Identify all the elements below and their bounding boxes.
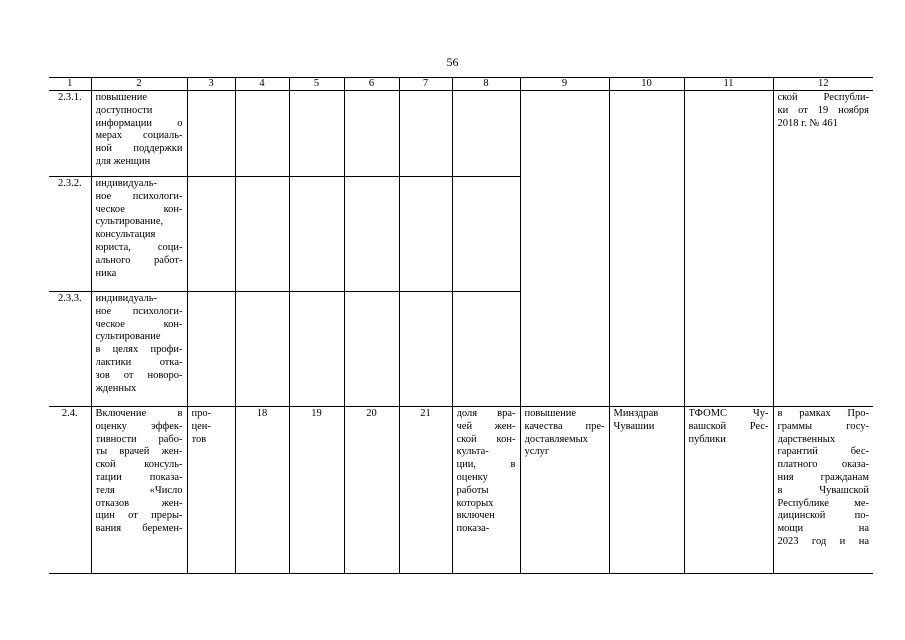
cell-text-line: Республике ме- [777, 497, 869, 509]
responsible-cell [609, 407, 684, 574]
row-number: 2.3.2. [49, 177, 91, 292]
cell-text-line: повышение [524, 408, 577, 419]
row-description [91, 177, 187, 292]
cell-text-line: мощи на [777, 523, 869, 535]
cell-text-line: для женщин [95, 155, 151, 167]
cell-text-line: в целях профи- [95, 344, 183, 356]
cell-text-line: 2023 год и на [777, 535, 869, 547]
row-number: 2.3.1. [49, 91, 91, 177]
cell-text-line: доставляемых [524, 433, 588, 445]
cell-text-line: дицинской по- [777, 510, 869, 522]
header-cell: 2 [91, 78, 187, 91]
header-cell: 4 [235, 78, 289, 91]
cell-text-line: тации показа- [95, 471, 183, 483]
cell-text-line: индивидуаль- [95, 178, 158, 189]
header-cell: 9 [520, 78, 609, 91]
empty-cell [187, 177, 235, 292]
value-2022: 20 [344, 407, 399, 574]
cell-text-line: оценку эффек- [95, 420, 183, 432]
empty-cell [187, 91, 235, 177]
empty-cell [399, 91, 452, 177]
cell-text-line: ное психологи- [95, 305, 183, 317]
cell-text-line: отказов жен- [95, 497, 183, 509]
empty-cell [452, 292, 520, 407]
cell-text-line: ника [95, 267, 117, 279]
cell-text-line: ческое кон- [95, 318, 183, 330]
cell-text-line: жденных [95, 382, 137, 394]
cell-text-line: платного оказа- [777, 459, 869, 471]
value-2023: 21 [399, 407, 452, 574]
cell-text-line: юриста, соци- [95, 241, 183, 253]
cell-text-line: Минздрав [613, 408, 659, 419]
cell-text-line: вашской Рес- [688, 420, 769, 432]
cell-text-line: показа- [456, 523, 490, 535]
row-number: 2.3.3. [49, 292, 91, 407]
cell-text-line: которых [456, 497, 494, 509]
result-cell [520, 407, 609, 574]
page-number: 56 [446, 55, 459, 69]
value-2020: 18 [235, 407, 289, 574]
empty-cell [235, 292, 289, 407]
cell-text-line: информации о [95, 117, 183, 129]
cell-text-line: 2018 г. № 461 [777, 117, 838, 129]
cell-text-line: про- [191, 408, 212, 419]
empty-merged-cell [609, 91, 684, 407]
cell-text-line: в Чувашской [777, 484, 869, 496]
table-row [49, 407, 873, 574]
cell-text-line: дарственных [777, 433, 836, 445]
cell-text-line: повышение [95, 92, 148, 103]
header-cell: 10 [609, 78, 684, 91]
cell-text-line: чей жен- [456, 420, 516, 432]
cell-text-line: ния гражданам [777, 471, 869, 483]
cell-text-line: услуг [524, 446, 550, 458]
empty-cell [344, 177, 399, 292]
empty-cell [452, 91, 520, 177]
empty-cell [344, 292, 399, 407]
cell-text-line: щин от преры- [95, 510, 183, 522]
cell-text-line: ального работ- [95, 254, 183, 266]
row-description [91, 292, 187, 407]
empty-cell [187, 292, 235, 407]
cell-text-line: теля «Число [95, 484, 183, 496]
co-executor-cell [684, 407, 773, 574]
empty-cell [344, 91, 399, 177]
cell-text-line: цен- [191, 420, 211, 432]
empty-cell [289, 292, 344, 407]
cell-text-line: граммы госу- [777, 420, 869, 432]
unit-cell [187, 407, 235, 574]
cell-text-line: ской Республи- [777, 92, 869, 103]
legal-basis-cell [773, 407, 873, 574]
cell-text-line: культа- [456, 446, 489, 458]
empty-merged-cell [520, 91, 609, 407]
empty-cell [452, 177, 520, 292]
cell-text-line: тивности рабо- [95, 433, 183, 445]
legal-basis-cell [773, 91, 873, 407]
empty-cell [235, 91, 289, 177]
row-number: 2.4. [49, 407, 91, 574]
cell-text-line: мерах социаль- [95, 130, 183, 142]
header-cell: 7 [399, 78, 452, 91]
indicator-cell [452, 407, 520, 574]
cell-text-line: ции, в [456, 459, 516, 471]
table-row [49, 91, 873, 177]
cell-text-line: ты врачей жен- [95, 446, 183, 458]
cell-text-line: ской кон- [456, 433, 516, 445]
cell-text-line: Чувашии [613, 420, 655, 432]
header-cell: 3 [187, 78, 235, 91]
empty-cell [399, 292, 452, 407]
empty-merged-cell [684, 91, 773, 407]
cell-text-line: доля вра- [456, 408, 516, 419]
cell-text-line: зов от новоро- [95, 369, 183, 381]
header-row [49, 78, 873, 91]
program-table [49, 77, 873, 574]
header-cell: 6 [344, 78, 399, 91]
cell-text-line: ной поддержки [95, 143, 183, 155]
header-cell: 8 [452, 78, 520, 91]
header-cell: 5 [289, 78, 344, 91]
empty-cell [289, 177, 344, 292]
empty-cell [235, 177, 289, 292]
cell-text-line: качества пре- [524, 420, 605, 432]
header-cell: 11 [684, 78, 773, 91]
value-2021: 19 [289, 407, 344, 574]
cell-text-line: лактики отка- [95, 356, 183, 368]
cell-text-line: работы [456, 484, 489, 496]
cell-text-line: гарантий бес- [777, 446, 869, 458]
cell-text-line: включен [456, 510, 495, 522]
cell-text-line: оценку [456, 471, 488, 483]
cell-text-line: публики [688, 433, 726, 445]
cell-text-line: тов [191, 433, 207, 445]
cell-text-line: сультирование [95, 331, 161, 343]
row-description [91, 407, 187, 574]
cell-text-line: ской консуль- [95, 459, 183, 471]
empty-cell [399, 177, 452, 292]
cell-text-line: ки от 19 ноября [777, 104, 869, 116]
cell-text-line: индивидуаль- [95, 293, 158, 304]
cell-text-line: ческое кон- [95, 203, 183, 215]
header-cell: 1 [49, 78, 91, 91]
cell-text-line: в рамках Про- [777, 408, 869, 419]
cell-text-line: вания беремен- [95, 523, 183, 535]
cell-text-line: доступности [95, 104, 153, 116]
empty-cell [289, 91, 344, 177]
cell-text-line: консультация [95, 229, 156, 241]
cell-text-line: сультирование, [95, 216, 164, 228]
cell-text-line: Включение в [95, 408, 183, 419]
header-cell: 12 [773, 78, 873, 91]
row-description [91, 91, 187, 177]
cell-text-line: ТФОМС Чу- [688, 408, 769, 419]
cell-text-line: ное психологи- [95, 190, 183, 202]
